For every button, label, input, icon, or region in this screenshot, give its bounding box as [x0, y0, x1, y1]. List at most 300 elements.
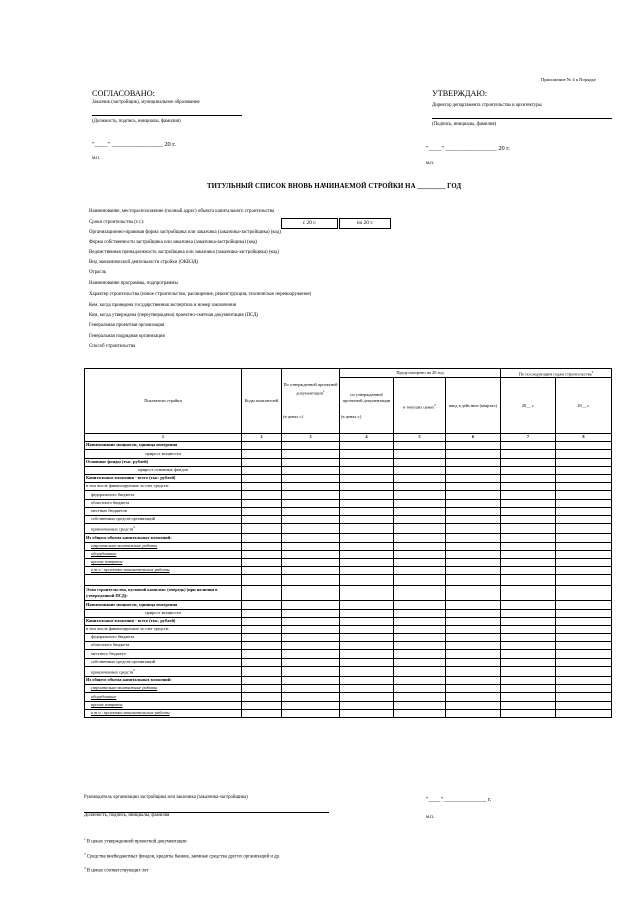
table-cell [501, 625, 556, 633]
table-cell [340, 534, 394, 542]
table-cell [340, 693, 394, 701]
table-cell [556, 475, 612, 483]
row-label: федерального бюджета [85, 491, 242, 499]
header-group-following-years: По последующим годам строительства$^3$ [501, 369, 612, 378]
table-row [85, 491, 612, 499]
table-cell [282, 458, 340, 466]
table-cell [394, 491, 446, 499]
table-cell [394, 575, 446, 586]
row-label: федерального бюджета [85, 634, 242, 642]
table-cell [282, 666, 340, 676]
header-planned-docs: по утвержденной проектной документации (в ценах г.) [340, 378, 394, 434]
info-line: Отрасль [89, 270, 107, 275]
footnote-2: $^2$ Средства внебюджетных фондов, кредиты банков, заемные средства других организаций и др. [84, 852, 281, 860]
table-cell [282, 442, 340, 450]
info-line: Генеральная проектная организация [89, 323, 165, 328]
table-cell [340, 677, 394, 685]
table-cell [282, 491, 340, 499]
table-row [85, 693, 612, 701]
table-cell [556, 483, 612, 491]
row-label: в т.ч.: проектно-изыскательские работы [85, 567, 242, 575]
row-label: Наименование мощности, единица измерения [85, 442, 242, 450]
table-cell [242, 534, 282, 542]
table-cell [340, 491, 394, 499]
table-cell [501, 666, 556, 676]
table-cell [501, 575, 556, 586]
row-label: прочие затраты [85, 701, 242, 709]
table-cell [446, 642, 501, 650]
table-cell [282, 586, 340, 601]
table-cell [282, 685, 340, 693]
table-cell [446, 499, 501, 507]
info-line: Организационно-правовая форма застройщика или заказчика (заказчика-застройщика) (код) [89, 230, 281, 235]
table-row [85, 701, 612, 709]
row-label: прирост мощности [85, 450, 242, 458]
table-row [85, 609, 612, 617]
table-cell [340, 642, 394, 650]
table-cell [501, 609, 556, 617]
info-line: Наименование, месторасположение (полный адрес) объекта капитального строительства [89, 209, 275, 214]
table-cell [242, 666, 282, 676]
table-cell [556, 609, 612, 617]
table-cell [556, 534, 612, 542]
table-cell [556, 677, 612, 685]
footer-head-label: Руководитель организации застройщика или заказчика (заказчика-застройщика) [84, 795, 248, 800]
table-cell [394, 666, 446, 676]
date-line-left: "____" ________________ 20 г. [92, 141, 176, 148]
table-cell [501, 701, 556, 709]
table-cell [501, 499, 556, 507]
table-cell [501, 650, 556, 658]
table-row [85, 634, 612, 642]
row-label: прочие затраты [85, 558, 242, 566]
table-cell [394, 550, 446, 558]
table-cell [242, 550, 282, 558]
table-cell [501, 550, 556, 558]
table-row [85, 499, 612, 507]
table-cell [282, 466, 340, 474]
footnote-3: $^3$ В ценах соответствующих лет [84, 866, 149, 874]
table-row [85, 558, 612, 566]
table-cell [242, 625, 282, 633]
table-cell [446, 685, 501, 693]
footer-date-line: "____" ______________ г. [426, 797, 492, 803]
table-cell [340, 458, 394, 466]
table-cell [394, 685, 446, 693]
table-cell [556, 491, 612, 499]
table-cell [556, 515, 612, 523]
table-cell [340, 701, 394, 709]
header-year-1: 20__ г. [501, 378, 556, 434]
table-cell [446, 483, 501, 491]
table-row [85, 442, 612, 450]
table-cell [340, 658, 394, 666]
table-cell [556, 507, 612, 515]
table-cell [282, 701, 340, 709]
table-cell [340, 586, 394, 601]
date-line-right: "____" ________________ 20 г. [426, 145, 510, 152]
row-label: Капитальные вложения - всего (тыс. рублей) [85, 475, 242, 483]
table-cell [242, 450, 282, 458]
row-label: Из общего объема капитальных вложений: [85, 534, 242, 542]
table-cell [556, 642, 612, 650]
row-label: Из общего объема капитальных вложений: [85, 677, 242, 685]
table-row [85, 601, 612, 609]
table-cell [446, 558, 501, 566]
table-cell [242, 658, 282, 666]
table-cell [242, 601, 282, 609]
table-cell [446, 609, 501, 617]
row-label: местных бюджетов [85, 507, 242, 515]
table-cell [556, 709, 612, 717]
table-cell [501, 542, 556, 550]
column-number: 5 [394, 434, 446, 442]
row-label: местного бюджета [85, 650, 242, 658]
table-cell [394, 507, 446, 515]
table-cell [282, 625, 340, 633]
table-cell [446, 701, 501, 709]
table-row [85, 534, 612, 542]
header-commissioning: ввод в действие (квартал) [446, 378, 501, 434]
table-cell [556, 524, 612, 534]
header-current-prices: в текущих ценах$^2$ [394, 378, 446, 434]
table-cell [446, 709, 501, 717]
row-label: собственных средств организаций [85, 658, 242, 666]
header-group-planned: Предусмотрено на 20 год [340, 369, 501, 378]
page-number-label: Приложение № 4 к Порядку [541, 77, 596, 82]
table-cell [282, 567, 340, 575]
table-cell [394, 450, 446, 458]
table-cell [242, 693, 282, 701]
signature-line-left [92, 115, 242, 116]
table-cell [394, 658, 446, 666]
table-cell [242, 507, 282, 515]
table-cell [394, 701, 446, 709]
table-cell [242, 609, 282, 617]
table-cell [340, 550, 394, 558]
table-cell [446, 475, 501, 483]
table-cell [242, 709, 282, 717]
table-cell [556, 550, 612, 558]
header-approved-docs-title: По утвержденной проектной документации$^1$ [283, 382, 338, 396]
table-cell [242, 558, 282, 566]
table-row [85, 475, 612, 483]
table-cell [340, 450, 394, 458]
column-number: 4 [340, 434, 394, 442]
table-cell [501, 617, 556, 625]
table-cell [556, 701, 612, 709]
table-cell [501, 685, 556, 693]
table-cell [282, 575, 340, 586]
table-cell [501, 586, 556, 601]
table-cell [446, 625, 501, 633]
footer-stamp: м.п. [426, 815, 435, 820]
table-cell [556, 499, 612, 507]
table-cell [282, 693, 340, 701]
row-label: Капитальные вложения - всего (тыс. рублей) [85, 617, 242, 625]
table-cell [446, 658, 501, 666]
info-line: Наименование программы, подпрограммы [89, 281, 178, 286]
table-row [85, 515, 612, 523]
table-cell [340, 685, 394, 693]
table-row [85, 677, 612, 685]
table-cell [242, 650, 282, 658]
table-cell [501, 534, 556, 542]
table-cell [556, 650, 612, 658]
table-cell [501, 634, 556, 642]
column-number: 2 [242, 434, 282, 442]
info-line: Характер строительства (новое строительство, расширение, реконструкция, техническое перевооружение) [89, 292, 312, 297]
table-cell [242, 491, 282, 499]
table-row [85, 658, 612, 666]
header-approved-docs [282, 369, 340, 434]
footnote-1: $^1$ В ценах утвержденной проектной документации [84, 837, 187, 845]
document-title: ТИТУЛЬНЫЙ СПИСОК ВНОВЬ НАЧИНАЕМОЙ СТРОЙКИ НА ________ ГОД [207, 183, 462, 190]
table-cell [394, 693, 446, 701]
table-cell [282, 658, 340, 666]
table-cell [282, 507, 340, 515]
table-cell [340, 515, 394, 523]
info-line: Кем, когда проведена государственная экспертиза и номер заключения [89, 303, 237, 308]
table-cell [556, 666, 612, 676]
table-cell [446, 450, 501, 458]
table-cell [340, 542, 394, 550]
table-cell [446, 567, 501, 575]
table-cell [446, 534, 501, 542]
info-line: Кем, когда утверждена (переутверждена) проектно-сметная документация (ПСД) [89, 313, 259, 318]
construction-indicators-table [84, 368, 612, 718]
table-cell [446, 524, 501, 534]
table-row [85, 650, 612, 658]
table-cell [340, 634, 394, 642]
table-cell [556, 601, 612, 609]
table-row [85, 625, 612, 633]
table-cell [242, 483, 282, 491]
table-cell [282, 650, 340, 658]
table-cell [556, 693, 612, 701]
table-cell [446, 617, 501, 625]
table-cell [242, 701, 282, 709]
table-cell [446, 542, 501, 550]
table-cell [501, 442, 556, 450]
footer-signature-note: Должность, подпись, инициалы, фамилия [84, 813, 170, 818]
table-cell [446, 666, 501, 676]
row-label: привлеченных средств$^2$ [85, 666, 242, 676]
header-planned-docs-prices: (в ценах г.) [341, 413, 362, 419]
table-cell [446, 601, 501, 609]
table-cell [282, 515, 340, 523]
table-cell [340, 558, 394, 566]
table-cell [282, 558, 340, 566]
table-cell [446, 515, 501, 523]
table-cell [340, 442, 394, 450]
table-cell [242, 458, 282, 466]
construction-start-box: с 20 г. [281, 218, 338, 229]
table-cell [242, 575, 282, 586]
table-cell [394, 650, 446, 658]
table-cell [501, 475, 556, 483]
table-cell [340, 617, 394, 625]
row-label: областного бюджета [85, 642, 242, 650]
info-line: Ведомственная принадлежность застройщика или заказчика (заказчика-застройщика) (код) [89, 250, 280, 255]
table-row [85, 524, 612, 534]
table-cell [242, 515, 282, 523]
table-row [85, 666, 612, 676]
approval-subtitle-right: Директор департамента строительства и архитектуры [432, 103, 542, 108]
table-cell [242, 685, 282, 693]
table-cell [556, 450, 612, 458]
table-cell [282, 642, 340, 650]
table-cell [556, 634, 612, 642]
table-cell [282, 601, 340, 609]
table-cell [446, 650, 501, 658]
table-cell [242, 442, 282, 450]
table-cell [501, 466, 556, 474]
table-cell [394, 677, 446, 685]
table-cell [446, 634, 501, 642]
approval-subtitle-left: Заказчик (застройщик), муниципальное образование [92, 100, 200, 105]
table-cell [282, 483, 340, 491]
table-cell [340, 625, 394, 633]
row-label: строительно-монтажные работы [85, 685, 242, 693]
info-line: Вид экономической деятельности стройки (ОКВЭД) [89, 260, 199, 265]
table-cell [282, 634, 340, 642]
signature-line-right [432, 118, 612, 119]
table-cell [394, 499, 446, 507]
row-label: Этап строительства, пусковой комплекс (очередь) (при наличии в утвержденной ПСД): [85, 586, 242, 601]
row-label: строительно-монтажные работы [85, 542, 242, 550]
signature-note-left: (Должность, подпись, инициалы, фамилия) [92, 119, 181, 124]
header-codes: Коды показателей [242, 369, 282, 434]
table-cell [501, 491, 556, 499]
table-cell [242, 677, 282, 685]
table-cell [282, 475, 340, 483]
row-label: оборудование [85, 693, 242, 701]
table-cell [340, 609, 394, 617]
table-cell [556, 685, 612, 693]
table-cell [340, 601, 394, 609]
stamp-label-left: м.п. [92, 156, 101, 161]
table-cell [556, 625, 612, 633]
table-cell [282, 617, 340, 625]
table-row [85, 586, 612, 601]
table-cell [446, 442, 501, 450]
table-cell [242, 617, 282, 625]
table-row [85, 685, 612, 693]
table-cell [446, 586, 501, 601]
table-cell [340, 483, 394, 491]
table-cell [242, 634, 282, 642]
table-cell [501, 677, 556, 685]
table-cell [501, 658, 556, 666]
table-cell [394, 534, 446, 542]
table-row [85, 466, 612, 474]
table-cell [340, 709, 394, 717]
table-cell [340, 575, 394, 586]
table-cell [394, 475, 446, 483]
table-cell [282, 450, 340, 458]
table-cell [501, 567, 556, 575]
column-number: 3 [282, 434, 340, 442]
table-cell [556, 567, 612, 575]
table-cell [340, 666, 394, 676]
header-indicators: Показатели стройки [85, 369, 242, 434]
table-cell [501, 642, 556, 650]
table-cell [242, 642, 282, 650]
table-cell [501, 515, 556, 523]
row-label: в том числе финансируемые за счет средств: [85, 625, 242, 633]
table-cell [394, 567, 446, 575]
table-cell [556, 558, 612, 566]
table-cell [394, 625, 446, 633]
table-cell [394, 458, 446, 466]
table-cell [340, 524, 394, 534]
table-cell [556, 575, 612, 586]
row-label: привлеченных средств$^2$ [85, 524, 242, 534]
row-label: Основные фонды (тыс. рублей) [85, 458, 242, 466]
row-label: собственных средств организаций [85, 515, 242, 523]
header-approved-docs-prices: (в ценах г.) [283, 414, 304, 420]
table-cell [446, 575, 501, 586]
table-cell [340, 466, 394, 474]
table-cell [242, 499, 282, 507]
table-cell [501, 458, 556, 466]
table-cell [242, 586, 282, 601]
row-label [85, 575, 242, 586]
table-cell [282, 524, 340, 534]
row-label: прирост мощности [85, 609, 242, 617]
table-row [85, 507, 612, 515]
table-cell [446, 458, 501, 466]
table-row [85, 567, 612, 575]
info-line: Генеральная подрядная организация [89, 334, 165, 339]
table-cell [501, 601, 556, 609]
table-cell [446, 507, 501, 515]
table-cell [501, 709, 556, 717]
table-cell [340, 650, 394, 658]
table-cell [242, 567, 282, 575]
table-row [85, 617, 612, 625]
signature-note-right: (Подпись, инициалы, фамилия) [432, 122, 497, 127]
table-cell [394, 515, 446, 523]
table-row [85, 458, 612, 466]
approval-title-right: УТВЕРЖДАЮ: [432, 89, 488, 98]
table-cell [394, 558, 446, 566]
table-cell [340, 507, 394, 515]
table-cell [394, 609, 446, 617]
table-cell [282, 542, 340, 550]
table-cell [394, 642, 446, 650]
table-cell [556, 442, 612, 450]
table-cell [501, 693, 556, 701]
table-cell [242, 475, 282, 483]
row-label: оборудование [85, 550, 242, 558]
info-line: Форма собственности застройщика или заказчика (заказчика-застройщика) (код) [89, 240, 258, 245]
table-cell [282, 550, 340, 558]
table-cell [394, 634, 446, 642]
table-cell [242, 466, 282, 474]
row-label: в том числе финансируемые за счет средств: [85, 483, 242, 491]
table-cell [446, 466, 501, 474]
table-cell [394, 442, 446, 450]
table-cell [282, 499, 340, 507]
table-cell [446, 491, 501, 499]
table-row [85, 709, 612, 717]
table-row [85, 542, 612, 550]
table-row [85, 483, 612, 491]
table-cell [394, 601, 446, 609]
table-row [85, 450, 612, 458]
